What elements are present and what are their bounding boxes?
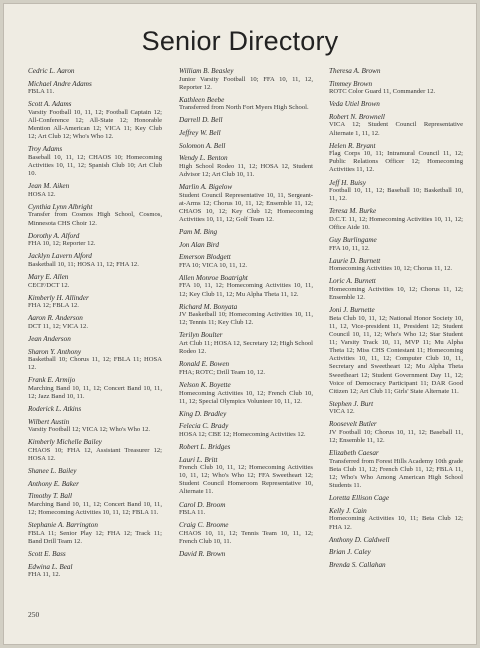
directory-entry (329, 277, 463, 302)
directory-entry (179, 228, 313, 237)
directory-entry (28, 182, 162, 199)
student-name: Cynthia Lynn Albright (28, 202, 93, 211)
directory-entry (179, 96, 313, 113)
student-activities: CHAOS 10, 11, 12; Tennis Team 10, 11, 12; French Club 10, 11. (179, 529, 313, 545)
directory-entry (28, 418, 162, 435)
directory-entry (28, 335, 162, 344)
student-name: Lauri L. Britt (179, 455, 218, 464)
student-name: Marlin A. Bigelow (179, 183, 233, 192)
student-name: Kathleen Beebe (179, 95, 225, 104)
student-name: Allen Monroe Boatright (179, 273, 248, 282)
directory-entry (28, 550, 162, 559)
directory-entry (28, 294, 162, 311)
student-name: Roderick L. Atkins (28, 405, 82, 414)
directory-entry (179, 331, 313, 356)
directory-entry (179, 129, 313, 138)
student-name: Wendy L. Benton (179, 154, 228, 163)
student-activities: Flag Corps 10, 11; Intramural Council 11, 12; Public Relations Officer 12; Homecoming Activities 11, 12. (329, 150, 463, 174)
student-name: Robert N. Brownell (329, 112, 385, 121)
student-activities: FFA 10, 11, 12; Homecoming Activities 10, 11, 12; Key Club 11, 12; Mu Alpha Theta 11, 12. (179, 282, 313, 298)
student-activities: ROTC Color Guard 11, Commander 12. (329, 88, 436, 96)
student-name: William B. Beasley (179, 67, 234, 75)
directory-entry (28, 252, 162, 269)
student-activities: FHA 12; FBLA 12. (28, 302, 79, 310)
student-name: Timmey Brown (329, 79, 373, 88)
student-name: Jean M. Aiken (28, 182, 70, 191)
directory-column-1 (28, 67, 162, 583)
directory-entry (28, 314, 162, 331)
student-name: Scott E. Bass (28, 550, 66, 558)
student-name: Helen R. Bryant (329, 141, 376, 150)
directory-entry (179, 241, 313, 250)
directory-column-3 (329, 67, 463, 573)
directory-entry (179, 67, 313, 92)
directory-entry (28, 348, 162, 373)
directory-entry (179, 410, 313, 419)
directory-entry (329, 548, 463, 557)
student-activities: FHA; ROTC; Drill Team 10, 12. (179, 368, 266, 376)
directory-entry (329, 306, 463, 396)
student-name: Michael Andre Adams (28, 79, 92, 88)
student-name: Loretta Ellison Cage (329, 494, 390, 503)
directory-entry (28, 145, 162, 178)
student-name: Joni J. Burnette (329, 306, 375, 315)
directory-entry (329, 67, 463, 76)
student-name: Troy Adams (28, 145, 63, 154)
student-name: Anthony D. Caldwell (329, 535, 390, 544)
student-name: Guy Burlingame (329, 236, 377, 245)
student-activities: Homecoming Activities 10, 12; French Club 10, 11, 12; Special Olympics Volunteer 10, 11, 12. (179, 389, 313, 405)
student-activities: Marching Band 10, 11, 12; Concert Band 10, 11, 12; Homecoming Activities 10, 11, 12; FBLA 11. (28, 501, 162, 517)
directory-entry (329, 207, 463, 232)
directory-entry (179, 183, 313, 224)
directory-entry (179, 456, 313, 497)
student-name: Kimberly H. Allinder (28, 293, 89, 302)
student-name: Loric A. Burnett (329, 277, 376, 286)
student-name: Carol D. Broom (179, 500, 226, 509)
student-name: Stephanie A. Barrington (28, 521, 98, 530)
directory-entry (329, 449, 463, 490)
student-activities: Homecoming Activities 10, 12; Chorus 11, 12; Ensemble 12. (329, 286, 463, 302)
directory-entry (28, 100, 162, 141)
student-activities: Beta Club 10, 11, 12; National Honor Society 10, 11, 12, Vice-president 11, President 12; Student Council 10, 11, 12; Who's Who 12; Star Student 11; Varsity Track 10, 11, MVP 11; Mu Alpha Theta 12; Miss CHS Contestant 11; Homecoming Activities 10, 11, 12; Computer Club 10, 11, Secretary and Sweetheart 12; Mu Alpha Theta Sweetheart 12; Student Government Day 11, 12; Voice of Democracy Participant 11; DAR Good Citizen 12; Art Club 11; Girls' State Alternate 11. (329, 314, 463, 395)
page-title: Senior Directory (141, 26, 339, 56)
student-name: Frank E. Armijo (28, 376, 76, 385)
directory-entry (329, 536, 463, 545)
student-name: Jon Alan Bird (179, 240, 219, 249)
student-name: Sharon Y. Anthony (28, 347, 82, 356)
directory-entry (329, 507, 463, 532)
student-activities: Transferred from Forest Hills Academy 10th grade Beta Club 11, 12; French Club 11, 12; FBLA 11, 12; Who's Who Among American High School Students 11. (329, 457, 463, 490)
student-name: Robert L. Bridges (179, 442, 231, 451)
student-name: Shanee L. Bailey (28, 467, 77, 476)
student-activities: Homecoming Activities 10, 11; Beta Club 12; FHA 12. (329, 515, 463, 531)
student-activities: FBLA 11. (28, 88, 55, 96)
student-activities: VICA 12; Student Council Representative Alternate 1, 11, 12. (329, 121, 463, 137)
student-name: Wilbert Austin (28, 417, 70, 426)
student-name: Veda Utiel Brown (329, 100, 380, 109)
directory-entry (179, 550, 313, 559)
student-name: Solomon A. Bell (179, 141, 226, 150)
student-name: Brenda S. Callahan (329, 560, 386, 569)
directory-entry (28, 232, 162, 249)
student-activities: Transferred from North Fort Myers High School. (179, 104, 309, 112)
student-activities: FBLA 11; Senior Play 12; FHA 12; Track 11; Band Drill Team 12. (28, 529, 162, 545)
directory-entry (28, 521, 162, 546)
student-activities: FFA 10; VICA 10, 11, 12. (179, 261, 248, 269)
student-name: Brian J. Caley (329, 548, 371, 557)
directory-entry (329, 400, 463, 417)
student-name: Jean Anderson (28, 335, 71, 344)
student-name: Ronald E. Bowen (179, 360, 230, 369)
student-activities: Basketball 10; Chorus 11, 12; FBLA 11; HOSA 12. (28, 356, 162, 372)
directory-entry (179, 253, 313, 270)
directory-entry (179, 116, 313, 125)
directory-entry (28, 438, 162, 463)
directory-entry (179, 274, 313, 299)
directory-entry (179, 303, 313, 328)
student-name: Roosevelt Butler (329, 420, 377, 429)
student-activities: CHAOS 10; FHA 12, Assistant Treasurer 12; HOSA 12. (28, 447, 162, 463)
student-name: Cedric L. Aaron (28, 67, 75, 75)
directory-entry (329, 142, 463, 175)
student-name: Stephen J. Burt (329, 399, 374, 408)
student-name: Jeffrey W. Bell (179, 129, 221, 138)
student-activities: DCT 11, 12; VICA 12. (28, 322, 88, 330)
student-name: Jacklyn Lavern Alford (28, 252, 92, 261)
student-activities: Homecoming Activities 10, 12; Chorus 11, 12. (329, 265, 453, 273)
directory-entry (28, 273, 162, 290)
student-name: Jeff H. Buisy (329, 178, 366, 187)
directory-entry (28, 405, 162, 414)
directory-entry (179, 443, 313, 452)
student-activities: Basketball 10, 11; HOSA 11, 12; FHA 12. (28, 260, 139, 268)
directory-entry (28, 80, 162, 97)
student-activities: JV Basketball 10; Homecoming Activities 10, 11, 12; Tennis 11; Key Club 12. (179, 311, 313, 327)
student-activities: High School Rodeo 11, 12; HOSA 12, Student Advisor 12; Art Club 10, 11. (179, 162, 313, 178)
student-name: Teresa M. Burke (329, 207, 377, 216)
student-activities: FHA 10, 12; Reporter 12. (28, 240, 96, 248)
student-activities: HOSA 12. (28, 190, 56, 198)
student-name: Craig C. Broome (179, 521, 229, 530)
directory-entry (329, 236, 463, 253)
student-activities: CECF/DCT 12. (28, 281, 70, 289)
directory-entry (329, 80, 463, 97)
student-name: Edwina L. Beal (28, 562, 73, 571)
student-name: Darrell D. Bell (179, 116, 223, 125)
student-name: Felecia C. Brady (179, 422, 229, 431)
directory-entry (28, 492, 162, 517)
student-activities: JV Football 10; Chorus 10, 11, 12; Baseball 11, 12; Ensemble 11, 12. (329, 429, 463, 445)
student-activities: VICA 12. (329, 408, 355, 416)
directory-entry (28, 376, 162, 401)
student-name: King D. Bradley (179, 409, 227, 418)
student-activities: Football 10, 11, 12; Baseball 10; Basketball 10, 11, 12. (329, 187, 463, 203)
student-name: Aaron R. Anderson (28, 314, 83, 323)
student-name: Anthony E. Baker (28, 479, 79, 488)
directory-entry (329, 494, 463, 503)
student-activities: Transfer from Cosmos High School, Cosmos, Minnesota CHS Choir 12. (28, 211, 162, 227)
student-activities: FBLA 11. (179, 509, 206, 517)
directory-entry (28, 203, 162, 228)
student-activities: FFA 10, 11, 12. (329, 244, 370, 252)
student-activities: Student Council Representative 10, 11, Sergeant-at-Arms 12; Chorus 10, 11, 12; Ensemble 11, 12; CHAOS 10, 12; Key Club 12; Homecoming Activities 10, 11, 12; Golf Team 12. (179, 191, 313, 223)
directory-entry (329, 561, 463, 570)
student-name: Emerson Blodgett (179, 253, 231, 262)
student-activities: Art Club 11; HOSA 12, Secretary 12; High School Rodeo 12. (179, 340, 313, 356)
student-activities: Baseball 10, 11, 12; CHAOS 10; Homecoming Activities 10, 11, 12; Spanish Club 10; Art Club 10. (28, 153, 162, 178)
student-activities: D.C.T. 11, 12; Homecoming Activities 10, 11, 12; Office Aide 10. (329, 215, 463, 231)
student-name: David R. Brown (179, 550, 226, 558)
student-name: Richard M. Bonyata (179, 302, 238, 311)
directory-entry (329, 100, 463, 109)
page-number: 250 (28, 610, 40, 619)
directory-entry (28, 467, 162, 476)
directory-entry (179, 422, 313, 439)
directory-column-2 (179, 67, 313, 563)
directory-entry (179, 142, 313, 151)
student-name: Kelly J. Cain (329, 506, 367, 515)
student-name: Pam M. Bing (179, 228, 218, 236)
student-activities: Varsity Football 12; VICA 12; Who's Who 12. (28, 426, 151, 434)
directory-entry (329, 420, 463, 445)
yearbook-page (3, 3, 477, 645)
directory-entry (28, 67, 162, 76)
directory-entry (28, 563, 162, 580)
student-activities: Varsity Football 10, 11, 12; Football Captain 12; All-Conference 12; All-State 12; Honorable Mention All-American 12; VICA 11; Key Club 12; Art Club 12; Who's Who 12. (28, 108, 162, 141)
student-name: Dorothy A. Alford (28, 231, 80, 240)
student-name: Elizabeth Caesar (329, 449, 379, 458)
directory-entry (179, 154, 313, 179)
directory-entry (179, 501, 313, 518)
directory-entry (329, 113, 463, 138)
student-name: Timothy T. Ball (28, 492, 72, 501)
directory-entry (329, 257, 463, 274)
student-activities: Junior Varsity Football 10; FFA 10, 11, 12, Reporter 12. (179, 75, 313, 91)
directory-entry (179, 521, 313, 546)
student-activities: FHA 11, 12. (28, 571, 61, 579)
student-name: Terilyn Boulter (179, 331, 223, 340)
student-name: Nelson K. Boyette (179, 380, 231, 389)
student-name: Kimberly Michelle Bailey (28, 438, 102, 447)
student-activities: HOSA 12; CBE 12; Homecoming Activities 12. (179, 430, 306, 438)
directory-entry (179, 360, 313, 377)
directory-entry (28, 480, 162, 489)
student-activities: Marching Band 10, 11, 12; Concert Band 10, 11, 12; Jazz Band 10, 11. (28, 385, 162, 401)
student-name: Mary E. Allen (28, 272, 69, 281)
student-name: Theresa A. Brown (329, 67, 381, 75)
directory-entry (329, 179, 463, 204)
directory-entry (179, 381, 313, 406)
student-name: Scott A. Adams (28, 100, 72, 109)
student-name: Laurie D. Burnett (329, 256, 381, 265)
student-activities: French Club 10, 11, 12; Homecoming Activities 10, 11, 12; Who's Who 12; FFA Sweetheart 12; Student Council Homeroom Representative 10, Alternate 11. (179, 464, 313, 496)
